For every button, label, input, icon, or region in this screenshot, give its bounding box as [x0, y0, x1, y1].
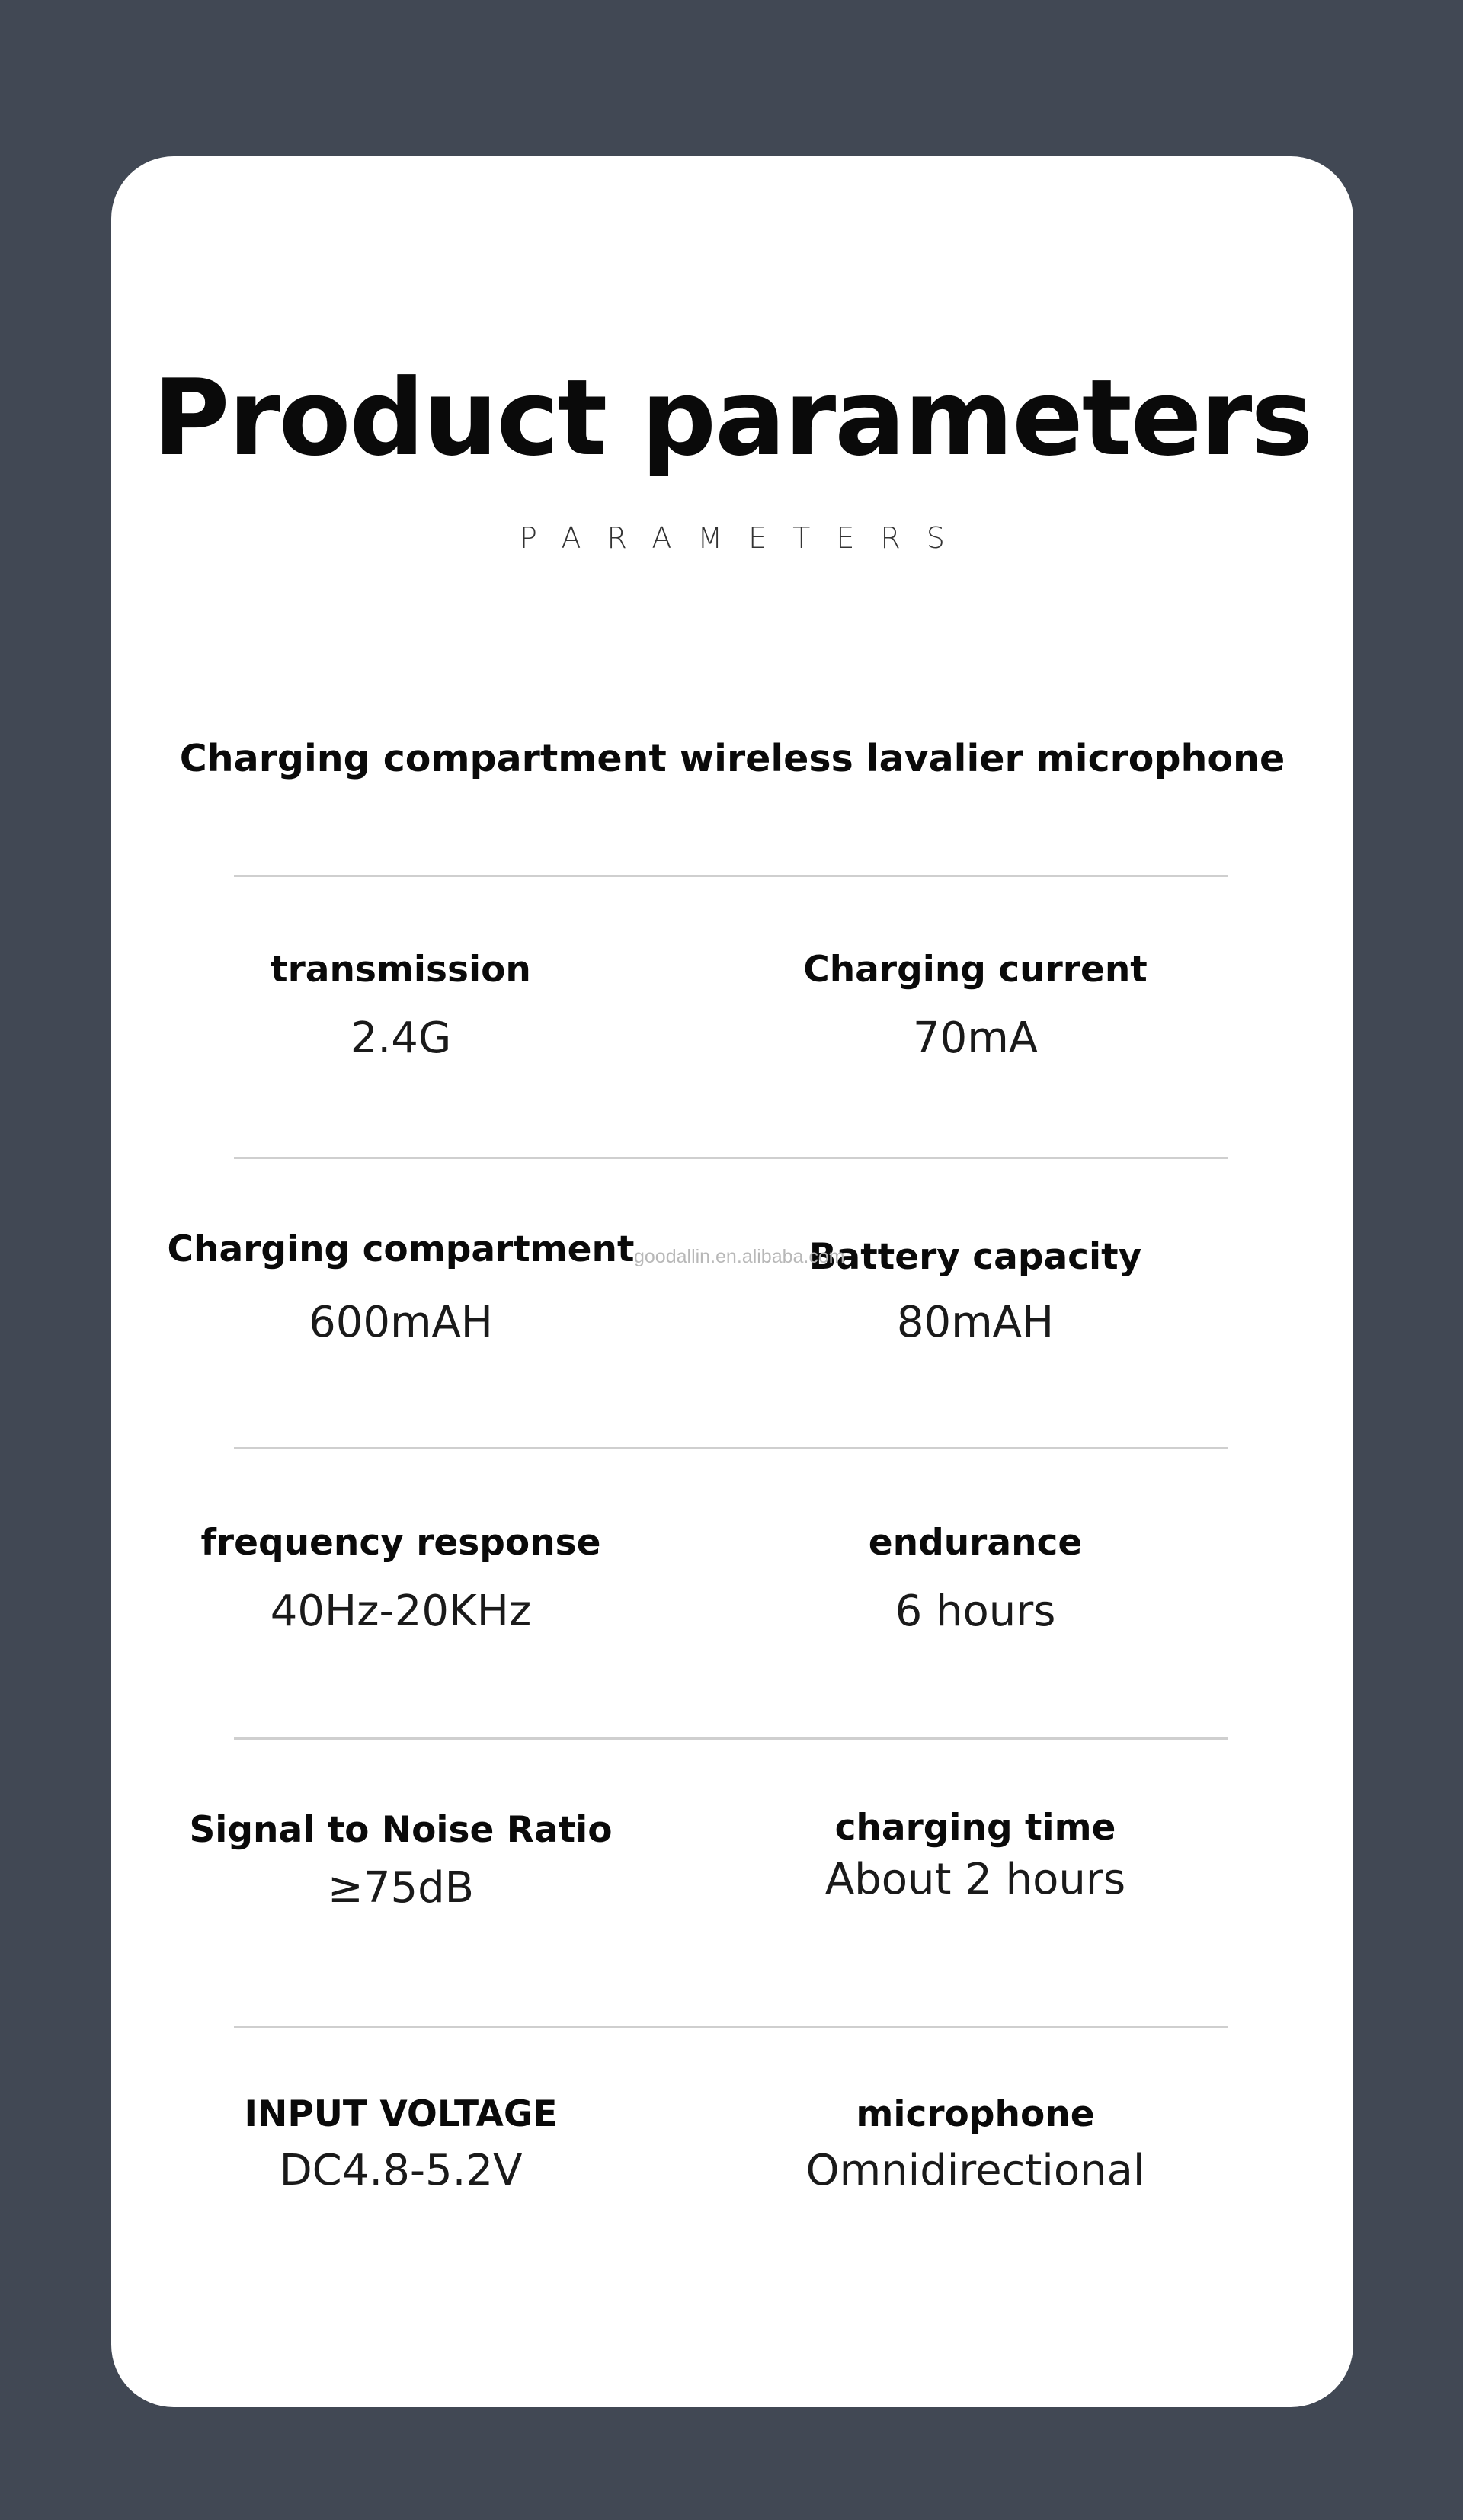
spec-charging-time: [686, 1807, 1265, 1906]
spec-value: About 2 hours: [824, 1855, 1126, 1905]
spec-label: INPUT VOLTAGE: [244, 2093, 558, 2135]
divider: [234, 1737, 1228, 1740]
spec-frequency-response: [111, 1522, 690, 1638]
spec-value: DC4.8-5.2V: [279, 2146, 523, 2196]
spec-label: transmission: [271, 949, 531, 991]
spec-charging-compartment: [111, 1228, 690, 1349]
spec-microphone: [686, 2093, 1265, 2197]
watermark-text: goodallin.en.alibaba.com: [634, 1246, 845, 1267]
spec-value: 600mAH: [309, 1298, 493, 1348]
spec-value: 80mAH: [896, 1298, 1055, 1348]
spec-label: charging time: [834, 1807, 1116, 1849]
spec-label: Charging current: [803, 949, 1148, 991]
divider: [234, 2026, 1228, 2028]
spec-label: Charging compartment: [167, 1228, 635, 1270]
product-name: Charging compartment wireless lavalier microphone: [179, 737, 1285, 780]
spec-transmission: [111, 949, 690, 1065]
spec-value: 6 hours: [895, 1587, 1056, 1637]
spec-value: ≥75dB: [327, 1863, 475, 1913]
divider: [234, 875, 1228, 877]
spec-charging-current: [686, 949, 1265, 1065]
spec-label: microphone: [856, 2093, 1095, 2135]
parameters-card: [111, 156, 1353, 2407]
spec-endurance: [686, 1522, 1265, 1638]
spec-input-voltage: [111, 2093, 690, 2197]
spec-label: frequency response: [200, 1522, 601, 1564]
spec-label: Signal to Noise Ratio: [189, 1809, 613, 1851]
spec-value: 70mA: [912, 1013, 1039, 1064]
divider: [234, 1447, 1228, 1449]
spec-value: Omnidirectional: [805, 2146, 1145, 2196]
page-title: Product parameters: [152, 357, 1312, 479]
spec-value: 2.4G: [350, 1013, 452, 1064]
spec-label: Battery capacity: [808, 1236, 1142, 1278]
spec-signal-to-noise: [111, 1809, 690, 1914]
spec-value: 40Hz-20KHz: [270, 1587, 532, 1637]
spec-label: endurance: [868, 1522, 1083, 1564]
divider: [234, 1157, 1228, 1159]
page-subtitle: PARAMETERS: [520, 521, 971, 555]
